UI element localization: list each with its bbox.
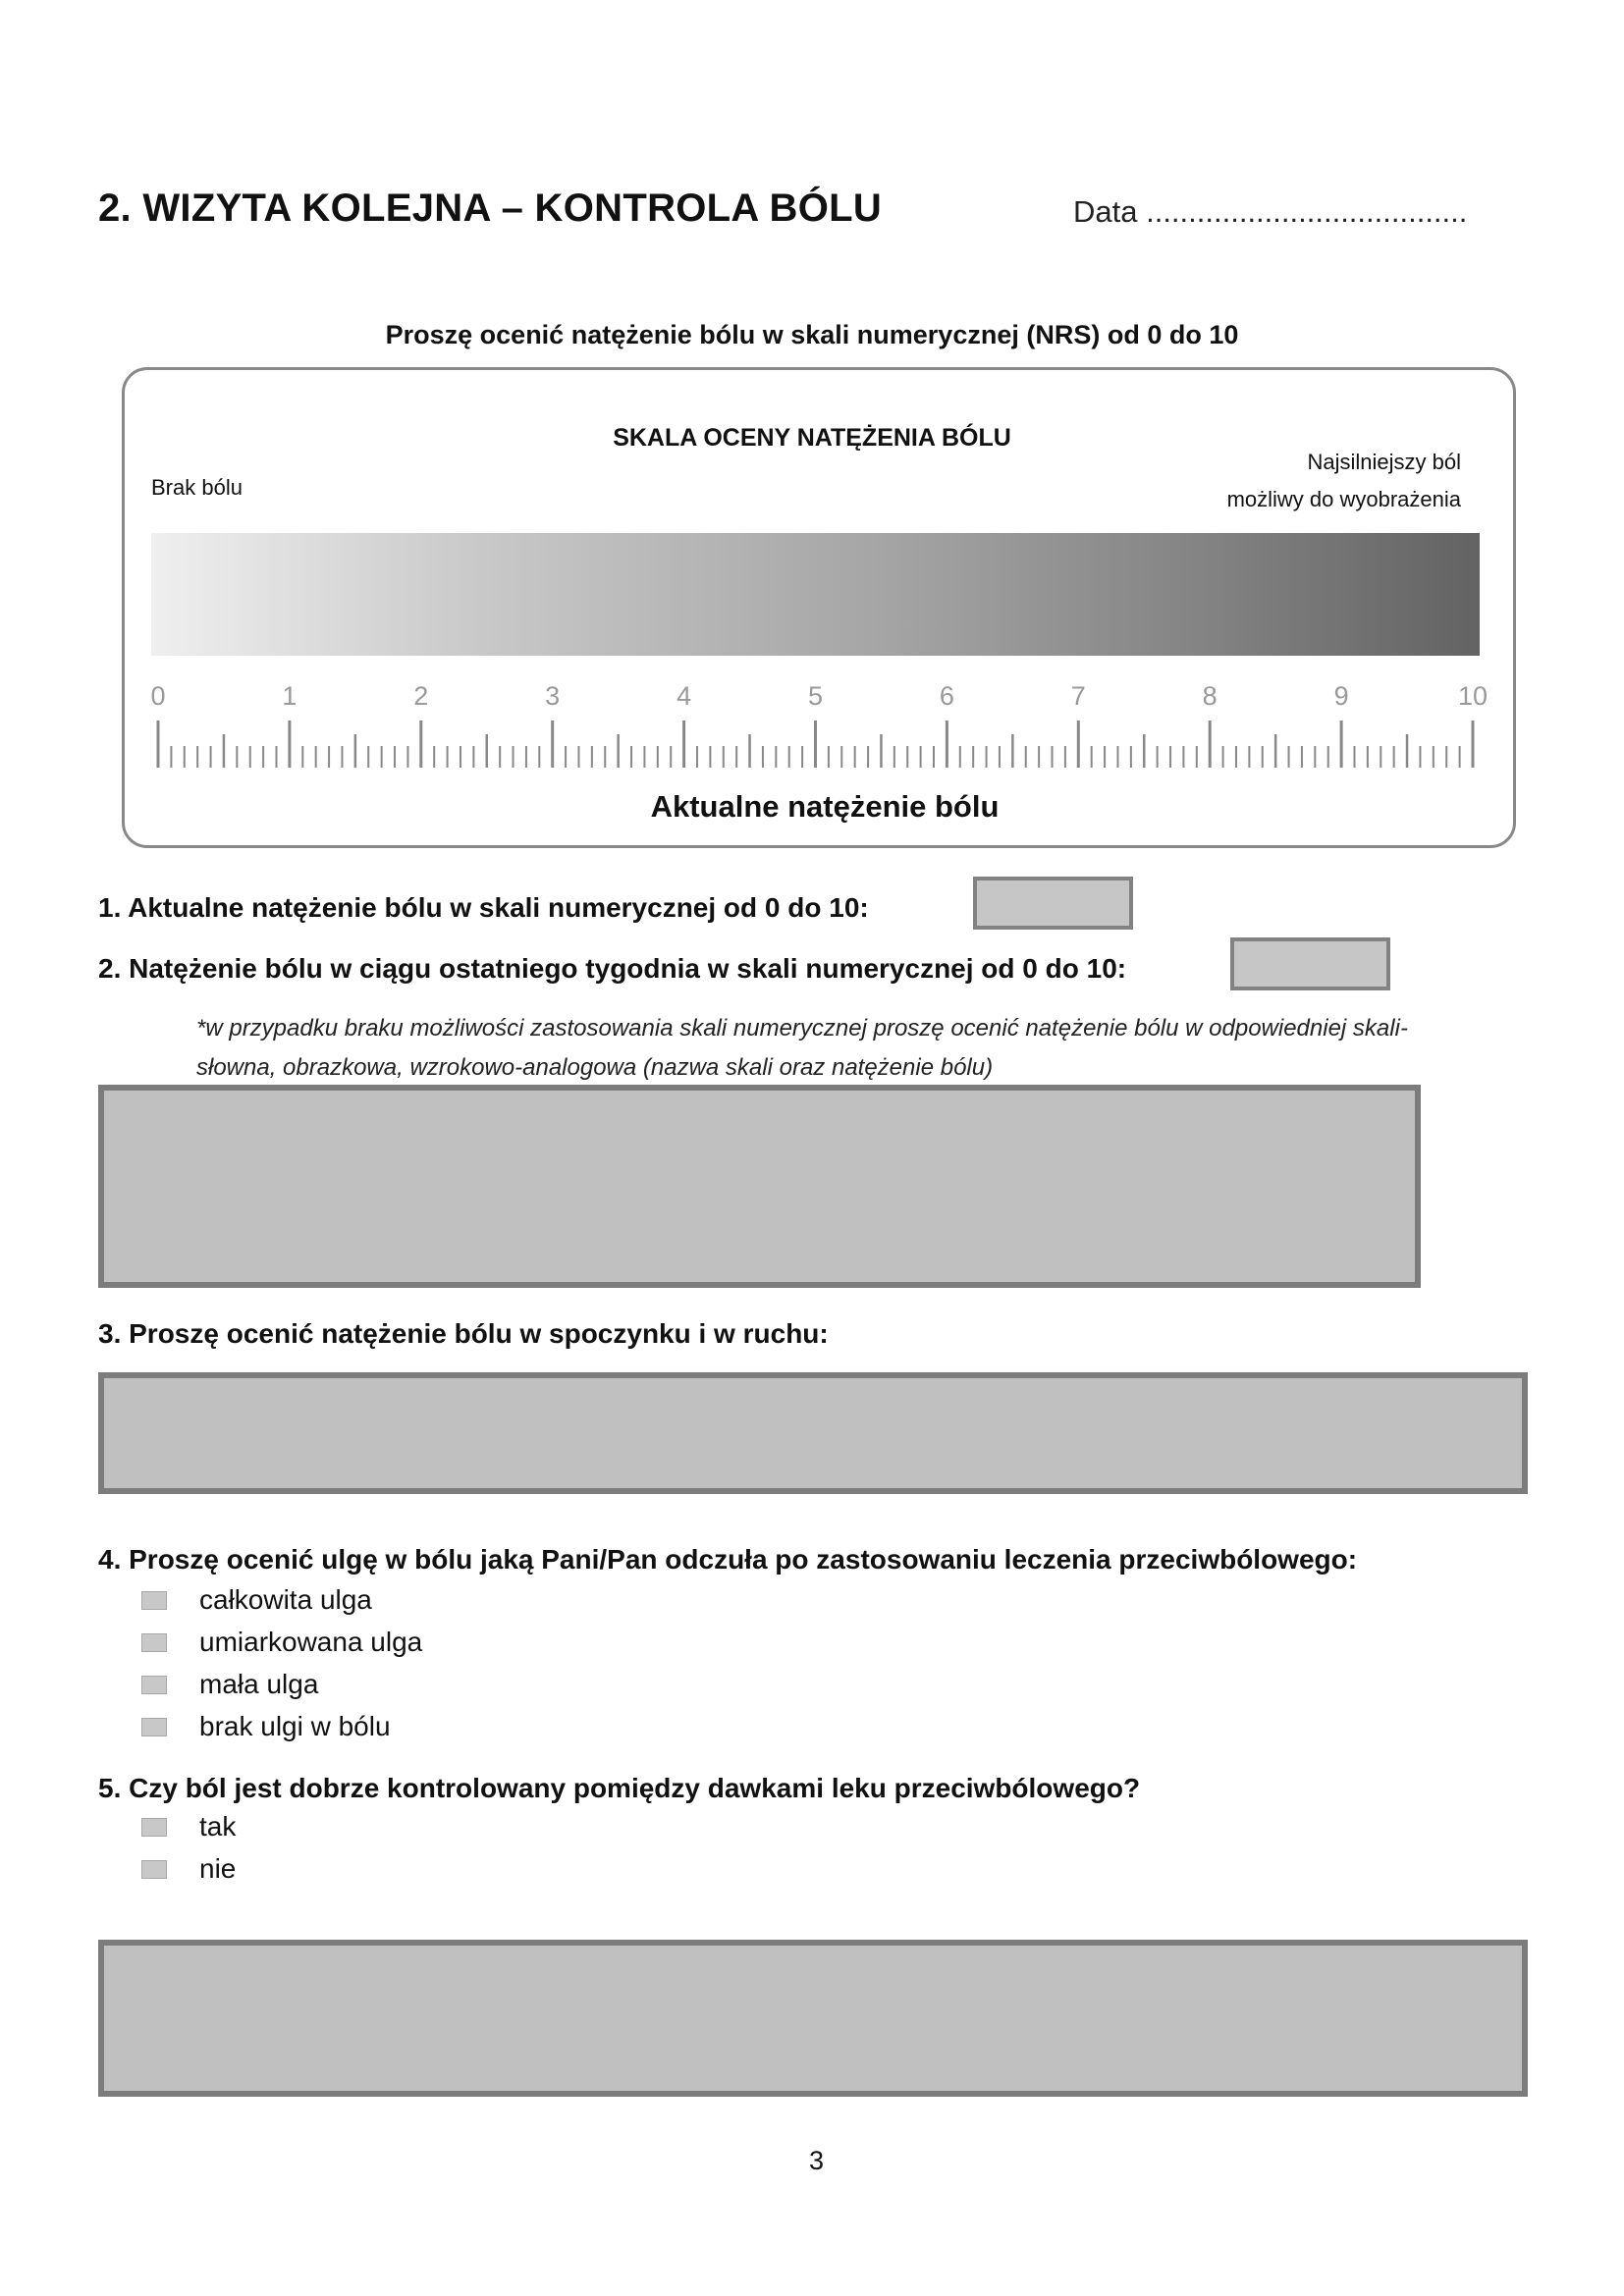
- checkbox[interactable]: [141, 1591, 167, 1610]
- scale-max-label-line1: Najsilniejszy ból: [1307, 450, 1461, 474]
- alternative-scale-input[interactable]: [98, 1085, 1421, 1288]
- tick-label-10: 10: [1457, 681, 1489, 711]
- question-3: 3. Proszę ocenić natężenie bólu w spoczynku i w ruchu:: [98, 1318, 829, 1349]
- option-no-relief[interactable]: [141, 1711, 391, 1742]
- option-no[interactable]: [141, 1853, 236, 1885]
- scale-max-label-line2: możliwy do wyobrażenia: [1226, 487, 1461, 511]
- tick-label-6: 6: [939, 681, 954, 711]
- pain-gradient-bar: [151, 533, 1480, 656]
- scale-caption: Aktualne natężenie bólu: [650, 789, 1000, 824]
- question-2: 2. Natężenie bólu w ciągu ostatniego tygodnia w skali numerycznej od 0 do 10:: [98, 953, 1127, 984]
- pain-scale-title: SKALA OCENY NATĘŻENIA BÓLU: [613, 424, 1011, 452]
- option-label: umiarkowana ulga: [199, 1627, 423, 1657]
- option-label: tak: [199, 1811, 237, 1842]
- rest-movement-pain-input[interactable]: [98, 1372, 1528, 1494]
- checkbox[interactable]: [141, 1633, 167, 1652]
- page-number: 3: [808, 2146, 825, 2175]
- question-1: 1. Aktualne natężenie bólu w skali numerycznej od 0 do 10:: [98, 892, 869, 923]
- pain-ruler[interactable]: [147, 673, 1492, 772]
- current-pain-input[interactable]: [973, 877, 1133, 930]
- weekly-pain-input[interactable]: [1230, 937, 1390, 990]
- checkbox[interactable]: [141, 1718, 167, 1736]
- option-moderate-relief[interactable]: [141, 1627, 422, 1658]
- option-label: mała ulga: [199, 1669, 319, 1699]
- scale-max-label: [1227, 444, 1461, 518]
- option-yes[interactable]: [141, 1811, 236, 1842]
- checkbox[interactable]: [141, 1676, 167, 1694]
- option-label: całkowita ulga: [199, 1584, 372, 1615]
- option-full-relief[interactable]: [141, 1584, 372, 1616]
- option-small-relief[interactable]: [141, 1669, 318, 1700]
- date-field[interactable]: Data ......................................: [1073, 194, 1468, 229]
- page-title: 2. WIZYTA KOLEJNA – KONTROLA BÓLU: [98, 187, 883, 230]
- tick-label-1: 1: [282, 681, 298, 711]
- tick-label-7: 7: [1070, 681, 1086, 711]
- option-label: brak ulgi w bólu: [199, 1711, 391, 1741]
- checkbox[interactable]: [141, 1860, 167, 1879]
- question-4: 4. Proszę ocenić ulgę w bólu jaką Pani/Pan odczuła po zastosowaniu leczenia przeciwbólowego:: [98, 1544, 1358, 1575]
- tick-label-9: 9: [1333, 681, 1349, 711]
- tick-label-0: 0: [150, 681, 166, 711]
- tick-label-3: 3: [545, 681, 561, 711]
- tick-label-5: 5: [807, 681, 824, 711]
- question-5: 5. Czy ból jest dobrze kontrolowany pomiędzy dawkami leku przeciwbólowego?: [98, 1773, 1141, 1803]
- note-line-1: *w przypadku braku możliwości zastosowania skali numerycznej proszę ocenić natężenie bólu w odpowiedniej skali-: [196, 1015, 1408, 1041]
- scale-min-label: Brak bólu: [151, 475, 243, 500]
- tick-label-4: 4: [677, 681, 692, 711]
- nrs-heading: Proszę ocenić natężenie bólu w skali numerycznej (NRS) od 0 do 10: [385, 320, 1239, 349]
- alternative-scale-note: [196, 1009, 1502, 1088]
- option-label: nie: [199, 1853, 237, 1884]
- comments-input[interactable]: [98, 1940, 1528, 2097]
- note-line-2: słowna, obrazkowa, wzrokowo-analogowa (nazwa skali oraz natężenie bólu): [196, 1054, 994, 1081]
- checkbox[interactable]: [141, 1818, 167, 1837]
- tick-label-2: 2: [413, 681, 429, 711]
- tick-label-8: 8: [1202, 681, 1218, 711]
